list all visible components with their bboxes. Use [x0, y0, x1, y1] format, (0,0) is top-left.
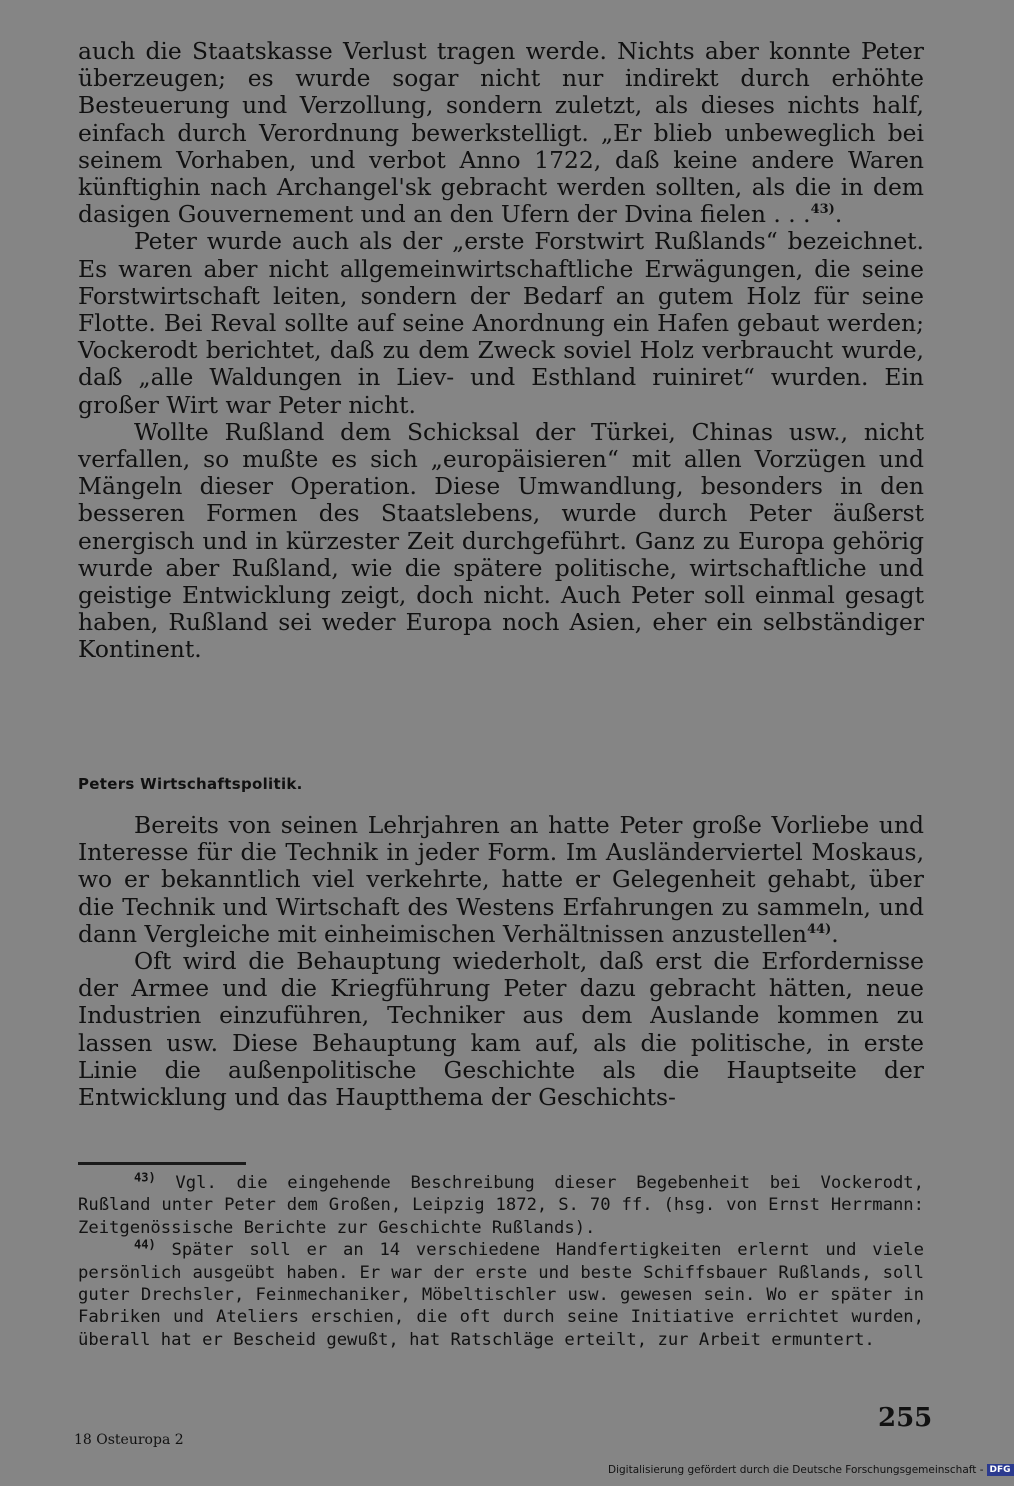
footnote-mark: 44) — [134, 1237, 156, 1252]
footnote-divider — [78, 1162, 246, 1165]
footnote-text: Vgl. die eingehende Beschreibung dieser Begebenheit bei Vockerodt, Rußland unter Peter dem Großen, Leipzig 1872, S. 70 ff. (hsg. von Ernst Herrmann: Zeitgenössische Berichte zur Geschichte Rußlands). — [78, 1173, 924, 1238]
section-paragraph-1 — [78, 812, 924, 948]
footnote-43 — [78, 1172, 924, 1239]
footnotes-block — [78, 1172, 924, 1351]
paragraph-text: Bereits von seinen Lehrjahren an hatte Peter große Vorliebe und Interesse für die Technik in jeder Form. Im Ausländerviertel Moskaus, wo er bekanntlich viel verkehrte, hatte er Gelegenheit gehabt, über die Technik und Wirtschaft des Westens Erfahrungen zu sammeln, und dann Vergleiche mit einheimischen Verhältnissen anzustellen — [78, 811, 924, 948]
paragraph-3: Wollte Rußland dem Schicksal der Türkei, Chinas usw., nicht verfallen, so mußte es sich „europäisieren“ mit allen Vorzügen und Mängeln dieser Operation. Diese Umwandlung, besonders in den besseren Formen des Staatslebens, wurde durch Peter äußerst energisch und in kürzester Zeit durchgeführt. Ganz zu Europa gehörig wurde aber Rußland, wie die spätere politische, wirtschaftliche und geistige Entwicklung zeigt, doch nicht. Auch Peter soll einmal gesagt haben, Rußland sei weder Europa noch Asien, eher ein selbständiger Kontinent. — [78, 417, 924, 664]
page-number: 255 — [878, 1403, 933, 1433]
paragraph-tail: . — [834, 200, 843, 229]
credit-text: Digitalisierung gefördert durch die Deutsche Forschungsgemeinschaft - — [608, 1464, 984, 1476]
footnote-text: Später soll er an 14 verschiedene Handfertigkeiten erlernt und viele persönlich ausgeübt haben. Er war der erste und beste Schiffsbauer Rußlands, soll guter Drechsler, Feinmechaniker, Möbeltischler usw. gewesen sein. Wo er später in Fabriken und Ateliers erschien, die oft durch seine Initiative errichtet wurden, überall hat er Bescheid gewußt, hat Ratschläge erteilt, zur Arbeit ermuntert. — [78, 1240, 924, 1350]
paragraph-text: auch die Staatskasse Verlust tragen werde. Nichts aber konnte Peter überzeugen; es wurde sogar nicht nur indirekt durch erhöhte Besteuerung und Verzollung, sondern zuletzt, als dieses nichts half, einfach durch Verordnung bewerkstelligt. „Er blieb unbeweglich bei seinem Vorhaben, und verbot Anno 1722, daß keine andere Waren künftighin nach Archangel'sk gebracht werden sollten, als die in dem dasigen Gouvernement und an den Ufern der Dvina fielen . . . — [78, 37, 924, 229]
section-heading: Peters Wirtschaftspolitik. — [78, 775, 303, 793]
digitization-credit — [608, 1464, 1014, 1476]
footnote-mark: 43) — [134, 1170, 156, 1185]
footnote-reference-43: 43) — [810, 202, 835, 218]
section-paragraph-2: Oft wird die Behauptung wiederholt, daß erst die Erfordernisse der Armee und die Kriegführung Peter dazu gebracht hätten, neue Industrien einzuführen, Techniker aus dem Auslande kommen zu lassen usw. Diese Behauptung kam auf, als die politische, in erste Linie die außenpolitische Geschichte als die Hauptseite der Entwicklung und das Hauptthema der Geschichts- — [78, 947, 924, 1112]
paragraph-2: Peter wurde auch als der „erste Forstwirt Rußlands“ bezeichnet. Es waren aber nicht allgemeinwirtschaftliche Erwägungen, die seine Forstwirtschaft leiten, sondern der Bedarf an gutem Holz für seine Flotte. Bei Reval sollte auf seine Anordnung ein Hafen gebaut werden; Vockerodt berichtet, daß zu dem Zweck soviel Holz verbraucht wurde, daß „alle Waldungen in Liev- und Esthland ruiniret“ wurden. Ein großer Wirt war Peter nicht. — [78, 227, 924, 419]
footnote-reference-44: 44) — [806, 922, 832, 938]
paragraph-tail: . — [831, 919, 839, 948]
section-text-block — [78, 812, 924, 1111]
signature-mark: 18 Osteuropa 2 — [74, 1432, 184, 1448]
footnote-44 — [78, 1239, 924, 1351]
paragraph-1 — [78, 38, 924, 228]
main-text-block — [78, 38, 924, 664]
dfg-logo-icon: DFG — [987, 1464, 1014, 1476]
